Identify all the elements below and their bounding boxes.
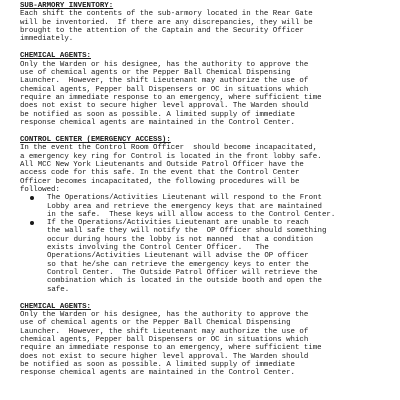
section-heading: CHEMICAL AGENTS: (20, 302, 91, 311)
paragraph-line: Only the Warden or his designee, has the authority to approve the (20, 60, 309, 69)
paragraph-line: so that he/she can retrieve the emergency keys to enter the (47, 260, 309, 269)
paragraph-line: Officer becomes incapacitated, the following procedures will be (20, 177, 300, 186)
paragraph-line: Operations/Activities Lieutenant will advise the OP officer (47, 252, 309, 261)
section-heading: CONTROL CENTER (EMERGENCY ACCESS): (20, 136, 171, 145)
procedure-item (20, 194, 390, 219)
paragraph-line: Only the Warden or his designee, has the authority to approve the (20, 311, 309, 320)
paragraph-line: exists involving the Control Center Officer. The (47, 244, 269, 253)
bullet-icon (30, 196, 34, 200)
paragraph-line: Lobby area and retrieve the emergency keys that are maintained (47, 202, 322, 211)
section-chemical-agents-repeat (20, 303, 390, 378)
paragraph-line: Each shift the contents of the sub-armory located in the Rear Gate (20, 10, 313, 19)
paragraph-line: safe. (47, 285, 70, 294)
paragraph-line: occur during hours the lobby is not manned that a condition (47, 235, 314, 244)
paragraph-line: be notified as soon as possible. A limited supply of immediate (20, 110, 295, 119)
paragraph-line: does not exist to secure higher level approval. The Warden should (20, 352, 309, 361)
section-control-center-emergency-access (20, 136, 390, 294)
paragraph-line: immediately. (20, 35, 74, 44)
paragraph-line: be notified as soon as possible. A limited supply of immediate (20, 360, 295, 369)
procedure-item (20, 219, 390, 294)
section-sub-armory-inventory (20, 2, 390, 43)
paragraph-line: require an immediate response to an emergency, where sufficient time (20, 93, 322, 102)
paragraph-line: chemical agents, Pepper ball Dispensers or OC in situations which (20, 85, 309, 94)
paragraph-line: Launcher. However, the shift Lieutenant may authorize the use of (20, 327, 309, 336)
paragraph-line: response chemical agents are maintained in the Control Center. (20, 118, 295, 127)
paragraph-line: All MCC New York Lieutenants and Outside Patrol Officer have the (20, 161, 304, 170)
bullet-icon (30, 221, 34, 225)
procedure-list (20, 194, 390, 294)
paragraph-line: followed: (20, 185, 60, 194)
section-heading: CHEMICAL AGENTS: (20, 52, 91, 61)
paragraph-line: a emergency key ring for Control is located in the front lobby safe. (20, 152, 322, 161)
section-chemical-agents (20, 52, 390, 127)
paragraph-line: combination which is located in the outside booth and open the (47, 277, 322, 286)
document-body (20, 2, 390, 377)
paragraph-line: Control Center. The Outside Patrol Officer will retrieve the (47, 268, 318, 277)
paragraph-line: response chemical agents are maintained in the Control Center. (20, 369, 295, 378)
paragraph-line: in the safe. These keys will allow access to the Control Center. (47, 210, 336, 219)
paragraph-line: access code for this safe. In the event that the Control Center (20, 169, 300, 178)
paragraph-line: If the Operations/Activities Lieutenant are unable to reach (47, 219, 309, 228)
paragraph-line: chemical agents, Pepper ball Dispensers or OC in situations which (20, 335, 309, 344)
paragraph-line: use of chemical agents or the Pepper Ball Chemical Dispensing (20, 319, 291, 328)
paragraph-line: require an immediate response to an emergency, where sufficient time (20, 344, 322, 353)
paragraph-line: will be inventoried. If there are any discrepancies, they will be (20, 18, 313, 27)
paragraph-line: In the event the Control Room Officer should become incapacitated, (20, 144, 318, 153)
paragraph-line: The Operations/Activities Lieutenant will respond to the Front (47, 194, 322, 203)
paragraph-line: brought to the attention of the Captain and the Security Officer (20, 26, 304, 35)
paragraph-line: the wall safe they will notify the OP Officer should something (47, 227, 327, 236)
paragraph-line: does not exist to secure higher level approval. The Warden should (20, 102, 309, 111)
paragraph-line: Launcher. However, the shift Lieutenant may authorize the use of (20, 77, 309, 86)
paragraph-line: use of chemical agents or the Pepper Ball Chemical Dispensing (20, 69, 291, 78)
section-heading: SUB-ARMORY INVENTORY: (20, 2, 114, 10)
